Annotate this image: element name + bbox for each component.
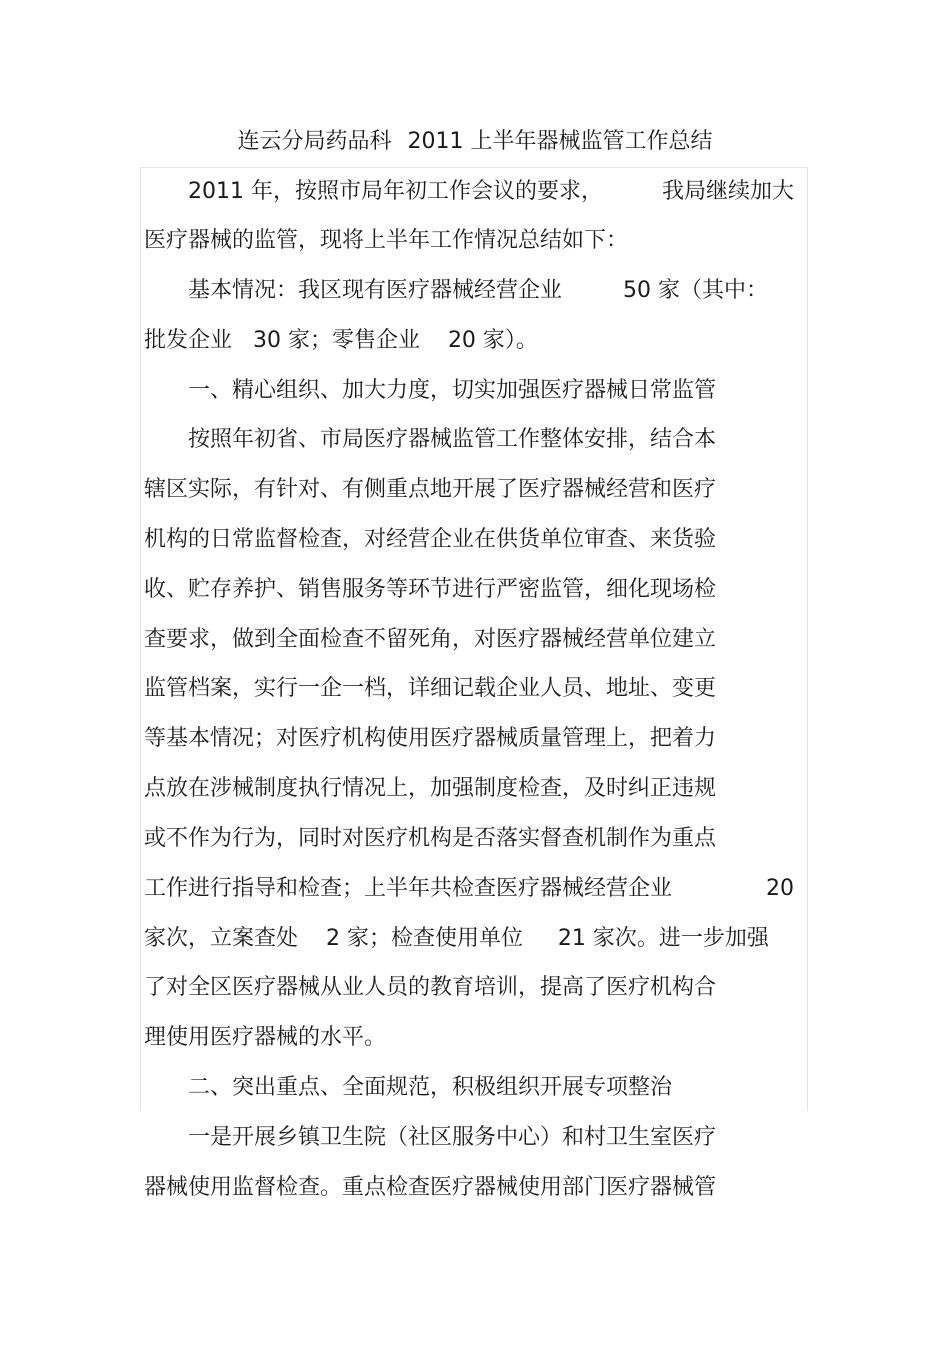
section-heading (144, 373, 794, 409)
paragraph-line (144, 323, 794, 359)
line-text: 家次，立案查处 2 家；检查使用单位 21 家次。进一步加强 (144, 926, 769, 951)
line-text: 收、贮存养护、销售服务等环节进行严密监管，细化现场检 (144, 577, 717, 602)
line-text: 按照年初省、市局医疗器械监管工作整体安排，结合本 (144, 427, 717, 452)
paragraph-line (144, 921, 794, 957)
line-text: 一、精心组织、加大力度，切实加强医疗器械日常监管 (144, 378, 717, 403)
line-text: 等基本情况；对医疗机构使用医疗器械质量管理上，把着力 (144, 726, 717, 751)
paragraph-line (144, 1020, 794, 1056)
paragraph-line (144, 1170, 794, 1206)
paragraph-line (144, 572, 794, 608)
line-text: 辖区实际，有针对、有侧重点地开展了医疗器械经营和医疗 (144, 477, 717, 502)
line-text: 监管档案，实行一企一档，详细记载企业人员、地址、变更 (144, 676, 717, 701)
paragraph-line (144, 622, 794, 658)
line-text-right: 20 (766, 876, 794, 901)
line-text: 理使用医疗器械的水平。 (144, 1025, 387, 1050)
line-text-right: 50 家（其中： (623, 278, 768, 303)
title-org: 连云分局药品科 (237, 129, 392, 154)
line-text-right: 我局继续加大 (661, 179, 794, 204)
paragraph-line (144, 422, 794, 458)
paragraph-line (144, 970, 794, 1006)
paragraph-line (144, 273, 794, 309)
title-subject: 2011 上半年器械监管工作总结 (407, 129, 713, 154)
paragraph-line (144, 871, 794, 907)
paragraph-line (144, 721, 794, 757)
line-text: 工作进行指导和检查；上半年共检查医疗器械经营企业 (144, 876, 673, 901)
paragraph-line (144, 671, 794, 707)
line-text: 二、突出重点、全面规范，积极组织开展专项整治 (144, 1075, 673, 1100)
paragraph-line (144, 522, 794, 558)
line-text: 查要求，做到全面检查不留死角，对医疗器械经营单位建立 (144, 627, 717, 652)
line-text: 医疗器械的监管，现将上半年工作情况总结如下： (144, 228, 629, 253)
line-text: 批发企业 30 家；零售企业 20 家）。 (144, 328, 538, 353)
paragraph-line (144, 1120, 794, 1156)
paragraph-line (144, 771, 794, 807)
paragraph-line (144, 472, 794, 508)
line-text: 基本情况：我区现有医疗器械经营企业 (144, 278, 563, 303)
section-heading (144, 1070, 794, 1106)
line-text: 或不作为行为，同时对医疗机构是否落实督查机制作为重点 (144, 826, 717, 851)
document-title (0, 124, 950, 160)
line-text: 点放在涉械制度执行情况上，加强制度检查，及时纠正违规 (144, 776, 717, 801)
line-text: 了对全区医疗器械从业人员的教育培训，提高了医疗机构合 (144, 975, 717, 1000)
line-text: 2011 年，按照市局年初工作会议的要求， (144, 179, 603, 204)
line-text: 一是开展乡镇卫生院（社区服务中心）和村卫生室医疗 (144, 1125, 717, 1150)
paragraph-line (144, 223, 794, 259)
paragraph-line (144, 821, 794, 857)
line-text: 器械使用监督检查。重点检查医疗器械使用部门医疗器械管 (144, 1175, 717, 1200)
paragraph-line (144, 174, 794, 210)
line-text: 机构的日常监督检查，对经营企业在供货单位审查、来货验 (144, 527, 717, 552)
